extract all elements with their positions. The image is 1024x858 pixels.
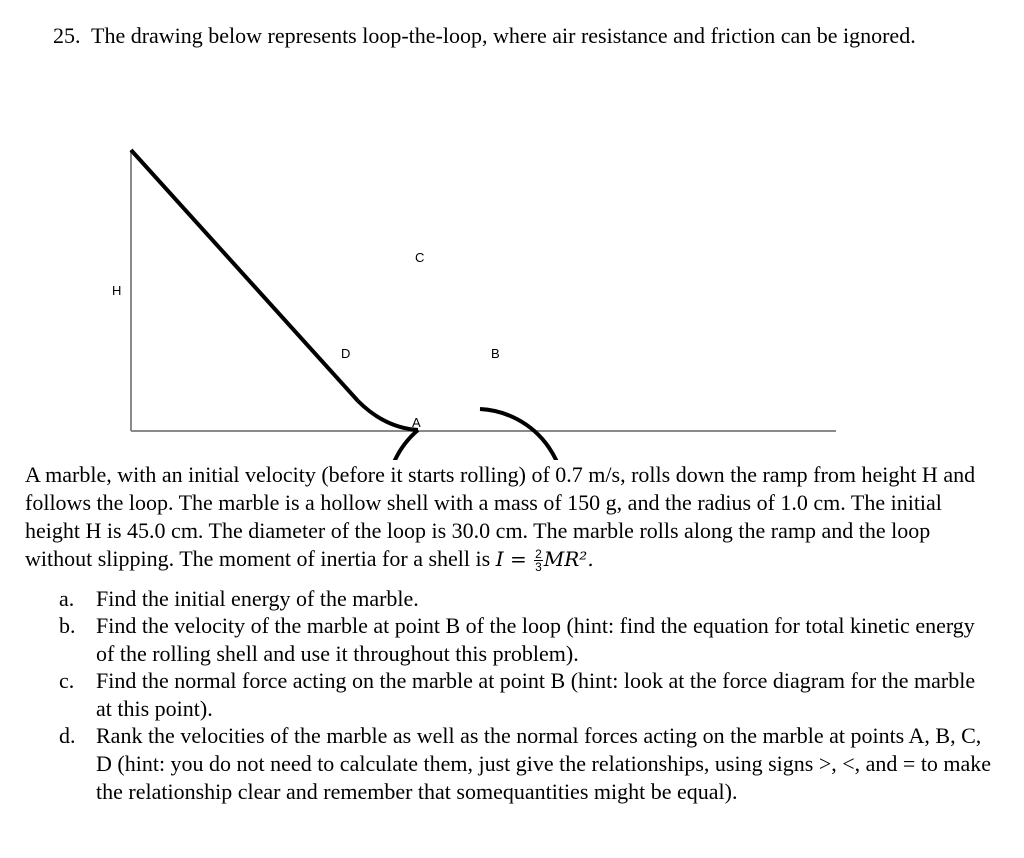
part-b-text: Find the velocity of the marble at point B of the loop (hint: find the equation for total kinetic energy of the rolling shell and use it throughout this problem). [96, 613, 975, 666]
formula-rhs: MR². [543, 547, 594, 571]
question-number: 25. [53, 23, 81, 48]
formula-lhs: I = [495, 547, 527, 571]
part-d-text: Rank the velocities of the marble as well as the normal forces acting on the marble at points A, B, C, D (hint: you do not need to calculate them, just give the relationships, using signs >, <, and = to make the relationship clear and remember that somequantities might be equal). [96, 723, 992, 804]
ramp-line [131, 150, 358, 401]
question-stem: The drawing below represents loop-the-loop, where air resistance and friction can be ignored. [91, 23, 916, 48]
part-a-letter: a. [59, 586, 75, 611]
part-a-text: Find the initial energy of the marble. [96, 586, 419, 611]
ramp-to-loop-transition [358, 401, 418, 430]
label-H: H [112, 283, 122, 298]
label-A: A [412, 415, 421, 430]
part-c-letter: c. [59, 668, 75, 693]
part-d-letter: d. [59, 723, 76, 748]
inertia-formula [495, 547, 594, 574]
fraction-two-thirds [534, 548, 543, 573]
problem-text: A marble, with an initial velocity (before it starts rolling) of 0.7 m/s, rolls down the ramp from height H and follows the loop. The marble is a hollow shell with a mass of 150 g, and the radius of 1.0 cm. The initial height H is 45.0 cm. The diameter of the loop is 30.0 cm. The marble rolls along the ramp and the loop without slipping. The moment of inertia for a shell is [25, 462, 976, 571]
label-D: D [341, 346, 351, 361]
fraction-numerator: 2 [535, 547, 542, 561]
part-c-text: Find the normal force acting on the marble at point B (hint: look at the force diagram for the marble at this point). [96, 668, 976, 721]
label-C: C [415, 250, 425, 265]
problem-paragraph [25, 461, 1000, 573]
label-B: B [491, 346, 500, 361]
fraction-denominator: 3 [535, 560, 542, 574]
part-b-letter: b. [59, 613, 76, 638]
